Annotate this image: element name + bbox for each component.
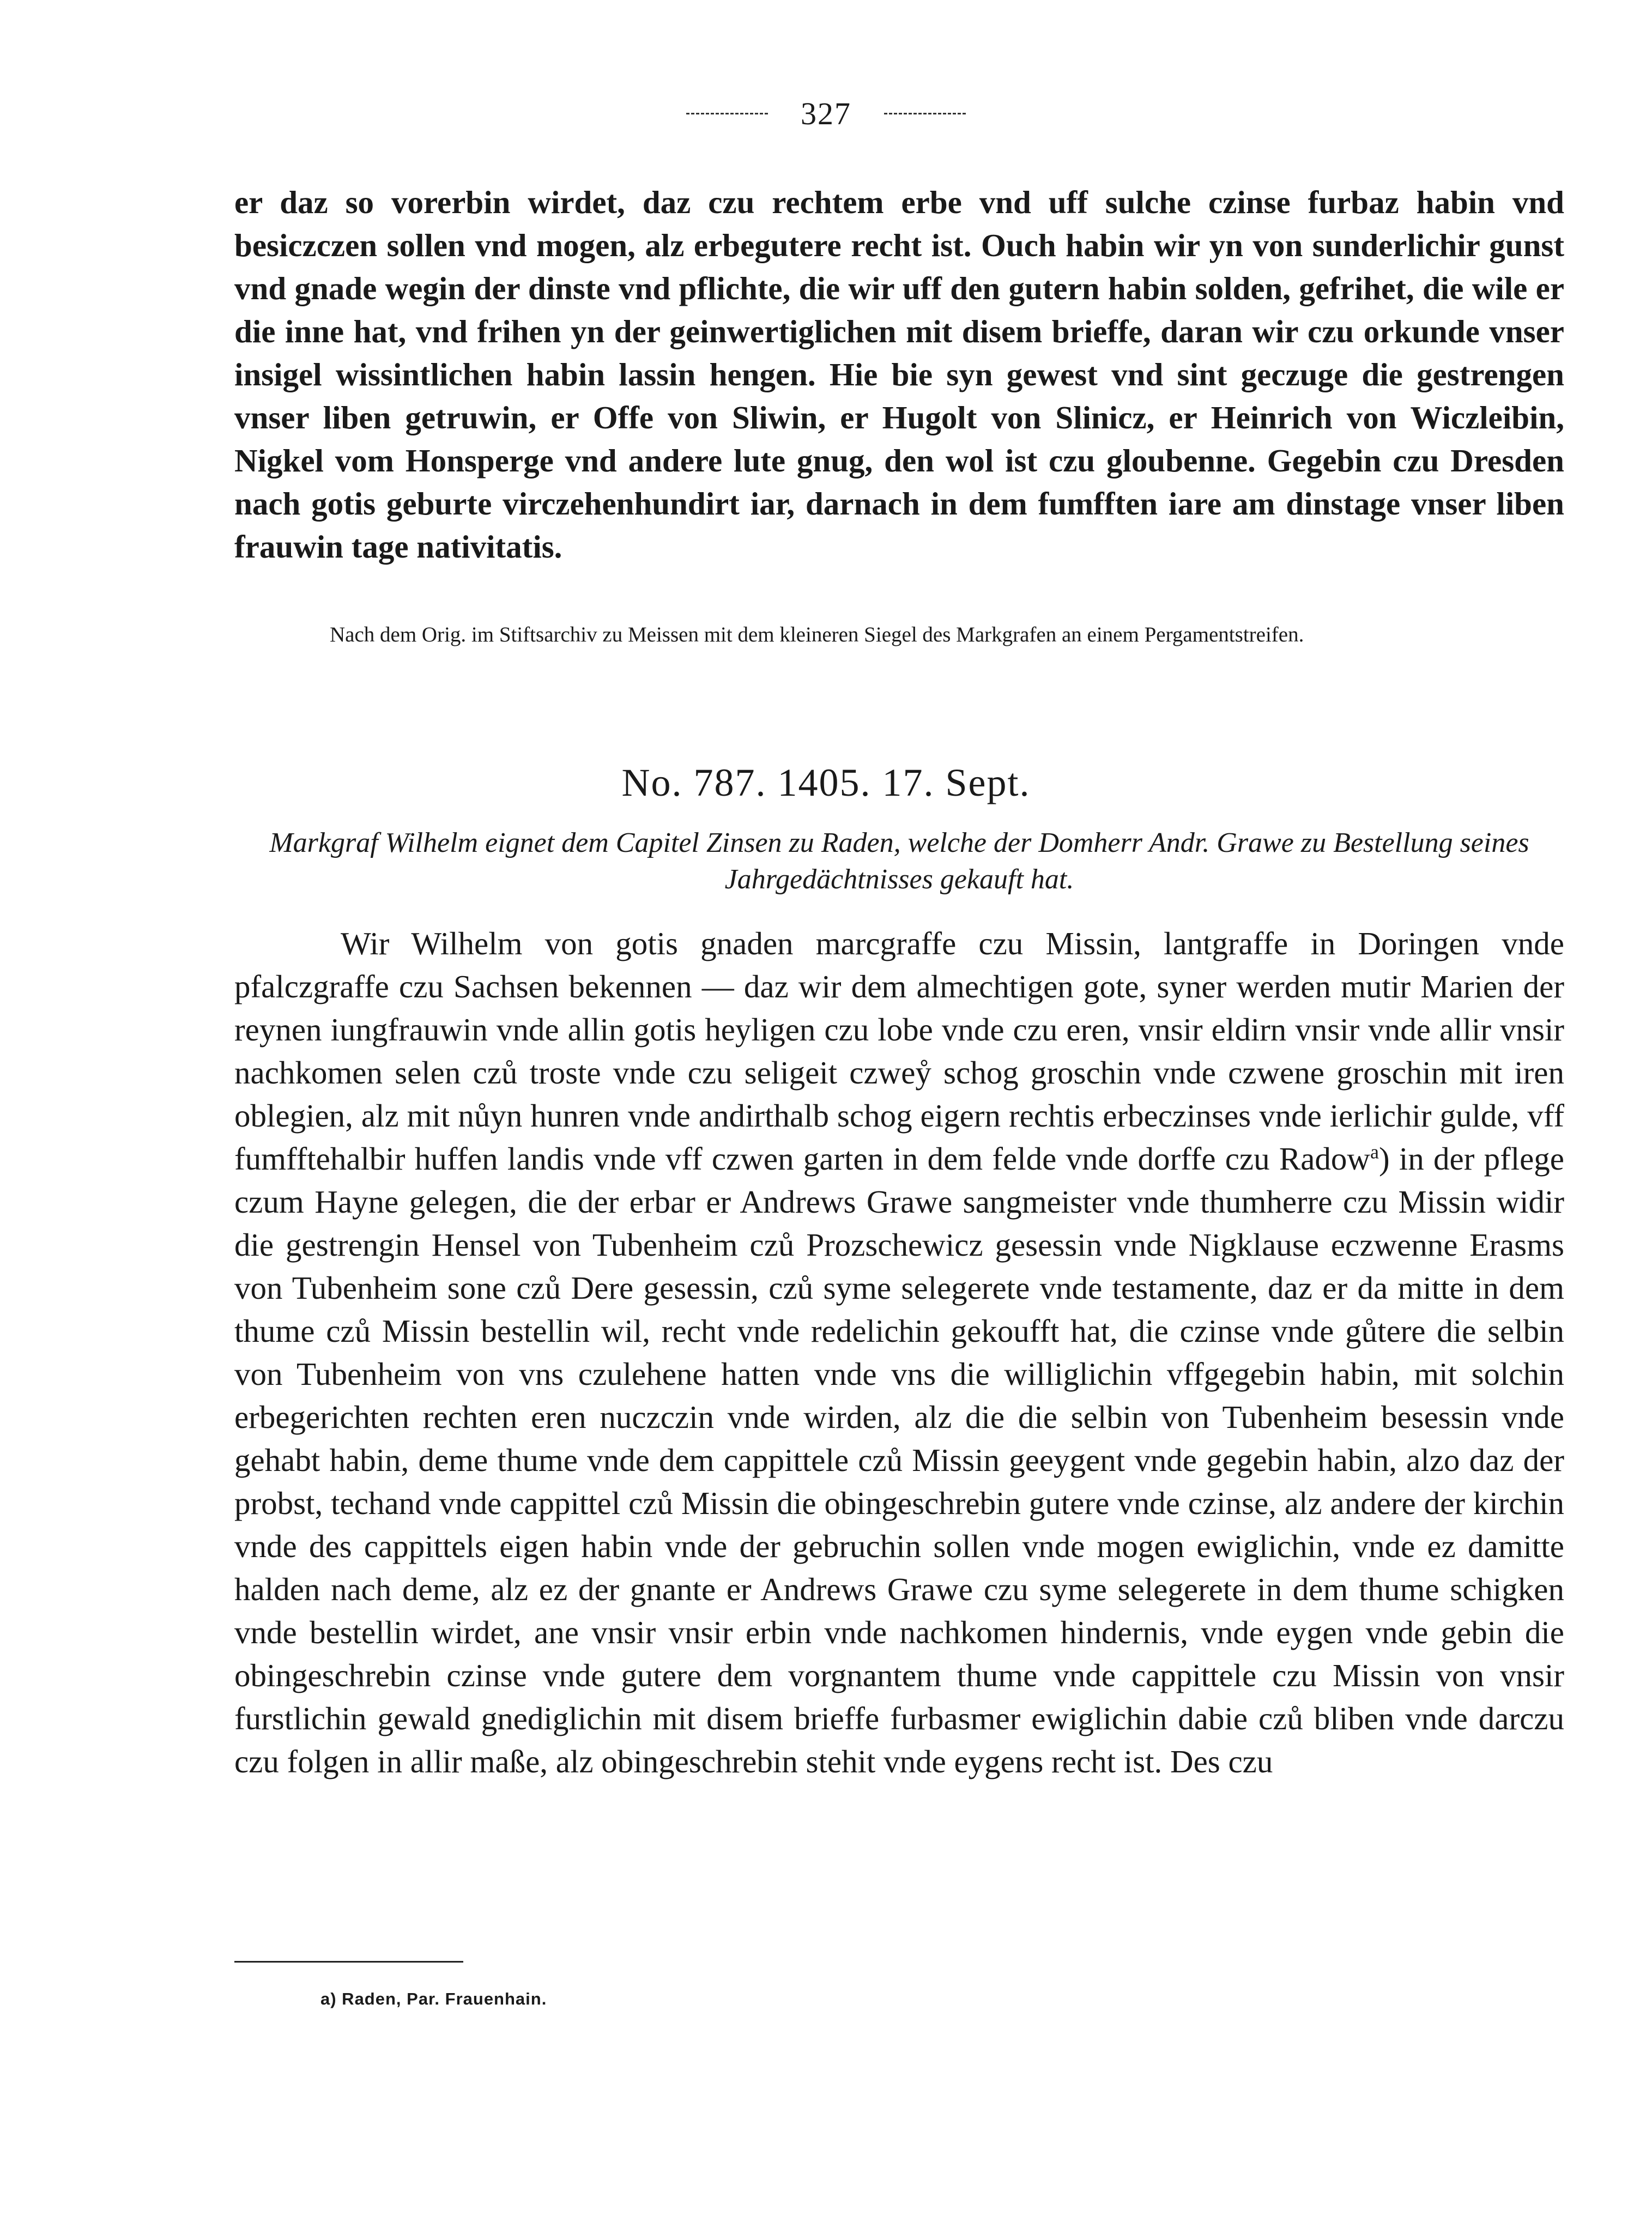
document-title: No. 787. 1405. 17. Sept.: [621, 761, 1031, 804]
body-paragraph: [234, 922, 1564, 1783]
page-header: [0, 95, 1652, 132]
body-text-part1: Wir Wilhelm von gotis gnaden marcgraffe czu Missin, lantgraffe in Doringen vnde pfalczgraffe czu Sachsen bekennen — daz wir dem almechtigen gote, syner werden mutir Marien der reynen iungfrauwin vnde allin gotis heyligen czu lobe vnde czu eren, vnsir eldirn vnsir vnde allir vnsir nachkomen selen czů troste vnde czu seligeit czweẙ schog groschin vnde czwene groschin mit iren oblegien, alz mit nůyn hunren vnde andirthalb schog eigern rechtis erbeczinses vnde ierlichir gulde, vff fumfftehalbir huffen landis vnde vff czwen garten in dem felde vnde dorffe czu Radow: [234, 925, 1564, 1177]
footnote-divider: [234, 1961, 463, 1963]
document-summary: Markgraf Wilhelm eignet dem Capitel Zinsen zu Raden, welche der Domherr Andr. Grawe zu Bestellung seines Jahrgedächtnisses gekauft hat.: [269, 827, 1529, 895]
footnote-marker: a: [1370, 1141, 1379, 1163]
body-text-part2: ) in der pflege czum Hayne gelegen, die der erbar er Andrews Grawe sangmeister vnde thumherre czu Missin widir die gestrengin Hensel von Tubenheim czů Prozschewicz gesessin vnde Nigklause eczwenne Erasms von Tubenheim sone czů Dere gesessin, czů syme selegerete vnde testamente, daz er da mitte in dem thume czů Missin bestellin wil, recht vnde redelichin gekoufft hat, die czinse vnde gůtere die selbin von Tubenheim von vns czulehene hatten vnde vns die williglichin vffgegebin habin, mit solchin erbegerichten rechten eren nuczczin vnde wirden, alz die die selbin von Tubenheim besessin vnde gehabt habin, deme thume vnde dem cappittele czů Missin geeygent vnde gegebin habin, alzo daz der probst, techand vnde cappittel czů Missin die obingeschrebin gutere vnde czinse, alz andere der kirchin vnde des cappittels eigen habin vnde der gebruchin sollen vnde mogen ewiglichin, vnde ez damitte halden nach deme, alz ez der gnante er Andrews Grawe czu syme selegerete in dem thume schigken vnde bestellin wirdet, ane vnsir vnsir erbin vnde nachkomen hindernis, vnde eygen vnde gebin die obingeschrebin czinse vnde gutere dem vorgnantem thume vnde cappittele czu Missin von vnsir furstlichin gewald gnediglichin mit disem brieffe furbasmer ewiglichin dabie czů bliben vnde darczu czu folgen in allir maße, alz obingeschrebin stehit vnde eygens recht ist. Des czu: [234, 1141, 1564, 1779]
footnote: a) Raden, Par. Frauenhain.: [320, 1989, 547, 2008]
continuation-paragraph-block: [234, 181, 1564, 568]
document-body: [234, 922, 1564, 1783]
header-rule-left: [686, 113, 768, 114]
page-number: 327: [801, 96, 851, 131]
continuation-paragraph: er daz so vorerbin wirdet, daz czu rechtem erbe vnd uff sulche czinse furbaz habin vnd besiczczen sollen vnd mogen, alz erbegutere recht ist. Ouch habin wir yn von sunderlichir gunst vnd gnade wegin der dinste vnd pflichte, die wir uff den gutern habin solden, gefrihet, die wile er die inne hat, vnd frihen yn der geinwertiglichen mit disem brieffe, daran wir czu orkunde vnser insigel wissintlichen habin lassin hengen. Hie bie syn gewest vnd sint geczuge die gestrengen vnser liben getruwin, er Offe von Sliwin, er Hugolt von Slinicz, er Heinrich von Wiczleibin, Nigkel vom Honsperge vnd andere lute gnug, den wol ist czu gloubenne. Gegebin czu Dresden nach gotis geburte virczehenhundirt iar, darnach in dem fumfften iare am dinstage vnser liben frauwin tage nativitatis.: [234, 184, 1564, 565]
source-note: Nach dem Orig. im Stiftsarchiv zu Meissen mit dem kleineren Siegel des Markgrafen an einem Pergamentstreifen.: [330, 623, 1304, 646]
header-rule-right: [884, 113, 966, 114]
